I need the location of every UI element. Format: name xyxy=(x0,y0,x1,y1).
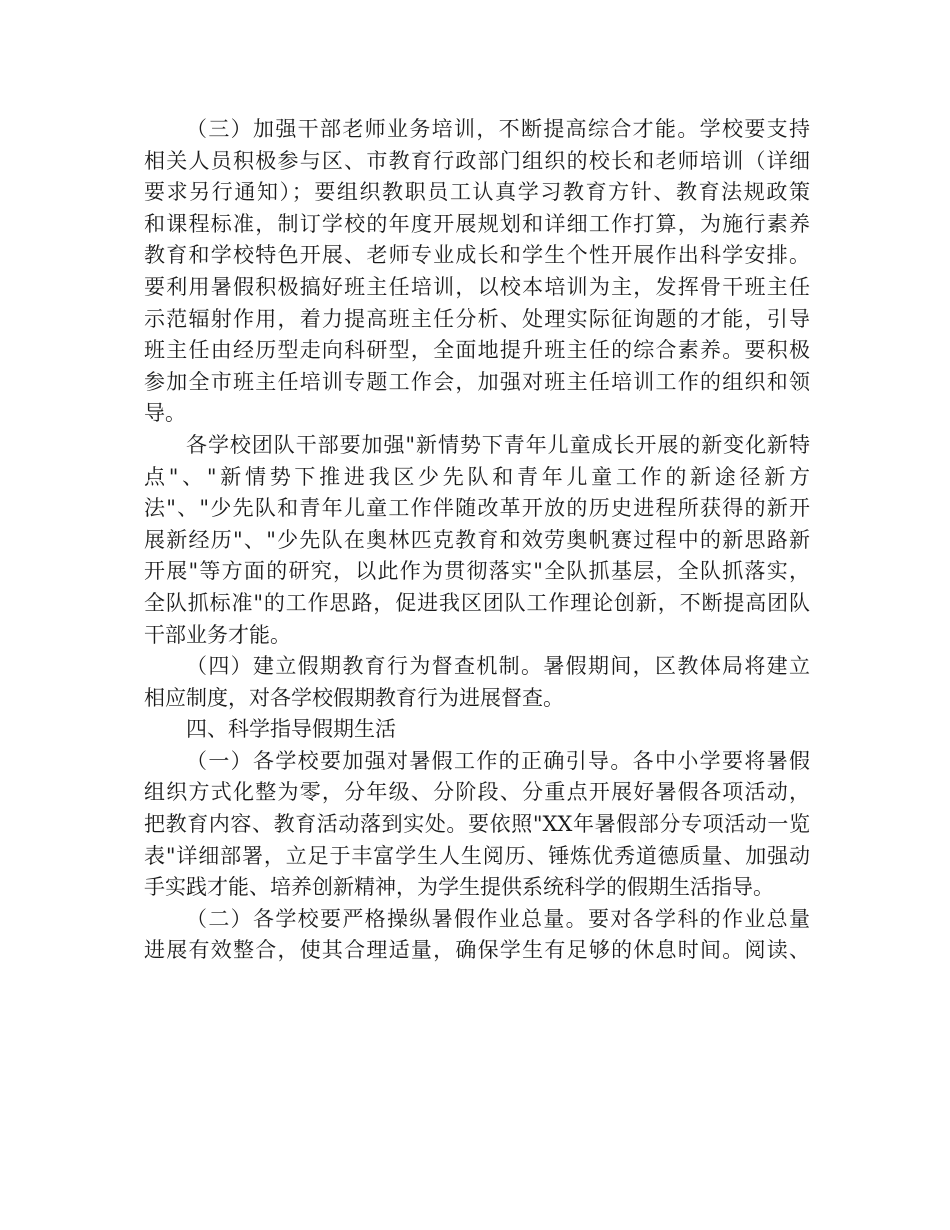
text-line: 把教育内容、教育活动落到实处。要依照"XX年暑假部分专项活动一览 xyxy=(144,812,810,837)
text-line: 要求另行通知）；要组织教职员工认真学习教育方针、教育法规政策 xyxy=(144,180,810,205)
text-line: 展新经历"、"少先队在奥林匹克教育和效劳奥帆赛过程中的新思路新 xyxy=(144,527,810,552)
text-line: 表"详细部署，立足于丰富学生人生阅历、锤炼优秀道德质量、加强动 xyxy=(144,843,810,868)
text-line: （四）建立假期教育行为督查机制。暑假期间，区教体局将建立 xyxy=(186,654,810,679)
text-line: 教育和学校特色开展、老师专业成长和学生个性开展作出科学安排。 xyxy=(144,243,810,268)
text-line: 参加全市班主任培训专题工作会，加强对班主任培训工作的组织和领 xyxy=(144,369,810,394)
text-line: （二）各学校要严格操纵暑假作业总量。要对各学科的作业总量 xyxy=(186,906,810,931)
text-line: （三）加强干部老师业务培训，不断提高综合才能。学校要支持 xyxy=(186,117,810,141)
paragraph-homework xyxy=(144,904,810,967)
section-heading-text: 四、科学指导假期生活 xyxy=(186,717,396,742)
paragraph-supervision xyxy=(144,651,810,714)
text-line: 班主任由经历型走向科研型，全面地提升班主任的综合素养。要积极 xyxy=(144,338,810,363)
text-line: 和课程标准，制订学校的年度开展规划和详细工作打算，为施行素养 xyxy=(144,211,810,236)
text-line: 法"、"少先队和青年儿童工作伴随改革开放的历史进程所获得的新开 xyxy=(144,496,810,521)
document-page xyxy=(144,114,810,967)
section-heading xyxy=(144,714,810,746)
text-line: 全队抓标准"的工作思路，促进我区团队工作理论创新，不断提高团队 xyxy=(144,590,810,615)
text-line: 组织方式化整为零，分年级、分阶段、分重点开展好暑假各项活动， xyxy=(144,780,810,805)
paragraph-team-cadres xyxy=(144,430,810,651)
text-line: 要利用暑假积极搞好班主任培训，以校本培训为主，发挥骨干班主任 xyxy=(144,274,810,299)
paragraph-training xyxy=(144,114,810,430)
paragraph-guidance xyxy=(144,746,810,904)
text-line: 进展有效整合，使其合理适量，确保学生有足够的休息时间。阅读、 xyxy=(144,938,810,963)
text-line: 相应制度，对各学校假期教育行为进展督查。 xyxy=(144,685,564,710)
text-line: 相关人员积极参与区、市教育行政部门组织的校长和老师培训（详细 xyxy=(144,148,810,173)
text-line: 开展"等方面的研究，以此作为贯彻落实"全队抓基层，全队抓落实， xyxy=(144,559,810,584)
text-line: 导。 xyxy=(144,401,186,426)
text-line: （一）各学校要加强对暑假工作的正确引导。各中小学要将暑假 xyxy=(186,748,810,773)
text-line: 示范辐射作用，着力提高班主任分析、处理实际征询题的才能，引导 xyxy=(144,306,810,331)
text-line: 点"、"新情势下推进我区少先队和青年儿童工作的新途径新方 xyxy=(144,464,810,489)
text-line: 各学校团队干部要加强"新情势下青年儿童成长开展的新变化新特 xyxy=(186,432,810,457)
text-line: 手实践才能、培养创新精神，为学生提供系统科学的假期生活指导。 xyxy=(144,875,774,900)
text-line: 干部业务才能。 xyxy=(144,622,291,647)
